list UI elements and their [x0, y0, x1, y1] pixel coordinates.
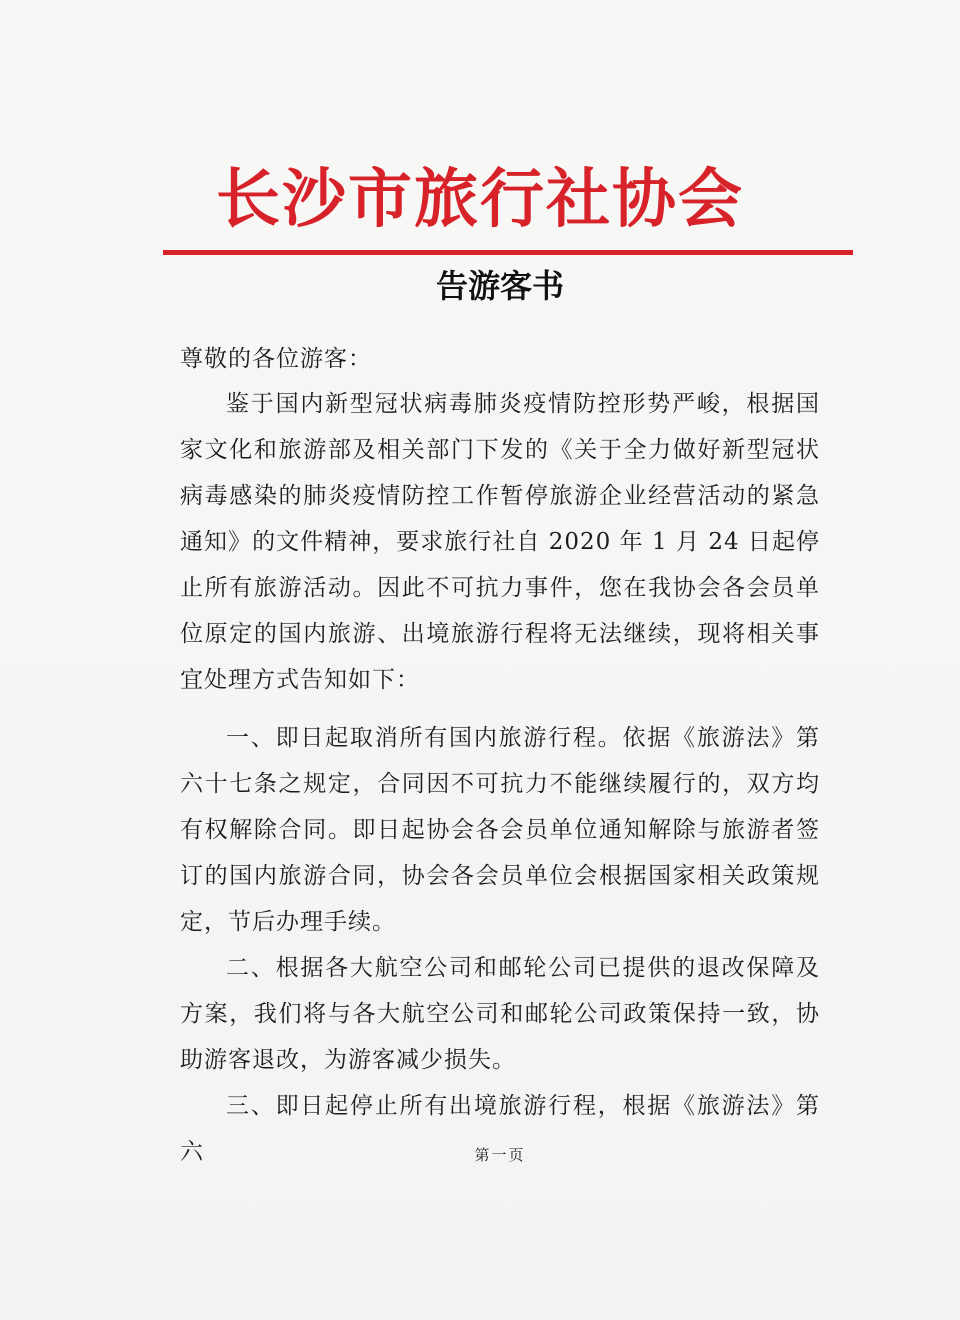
document-title: 告游客书 — [435, 267, 564, 305]
paragraph-item-1 — [180, 715, 820, 945]
paragraph-text: 三、即日起停止所有出境旅游行程，根据《旅游法》第六 — [180, 1093, 820, 1165]
paragraph-intro — [180, 381, 820, 703]
paragraph-text: 一、即日起取消所有国内旅游行程。依据《旅游法》第六十七条之规定，合同因不可抗力不能继续履行的，双方均有权解除合同。即日起协会各会员单位通知解除与旅游者签订的国内旅游合同，协会各会员单位会根据国家相关政策规定，节后办理手续。 — [180, 725, 820, 935]
paragraph-item-2 — [180, 945, 820, 1083]
letterhead-org-name: 长沙市旅行社协会 — [216, 163, 744, 237]
paragraph-text: 二、根据各大航空公司和邮轮公司已提供的退改保障及方案，我们将与各大航空公司和邮轮公司政策保持一致，协助游客退改，为游客减少损失。 — [180, 955, 820, 1073]
paragraph-text: 鉴于国内新型冠状病毒肺炎疫情防控形势严峻，根据国家文化和旅游部及相关部门下发的《关于全力做好新型冠状病毒感染的肺炎疫情防控工作暂停旅游企业经营活动的紧急通知》的文件精神，要求旅行社自 2020 年 1 月 24 日起停止所有旅游活动。因此不可抗力事件，您在我协会各会员单位原定的国内旅游、出境旅游行程将无法继续，现将相关事宜处理方式告知如下： — [180, 391, 820, 693]
letterhead-red-rule — [163, 250, 853, 255]
salutation: 尊敬的各位游客： — [180, 346, 372, 372]
page-number: 第一页 — [474, 1146, 526, 1164]
